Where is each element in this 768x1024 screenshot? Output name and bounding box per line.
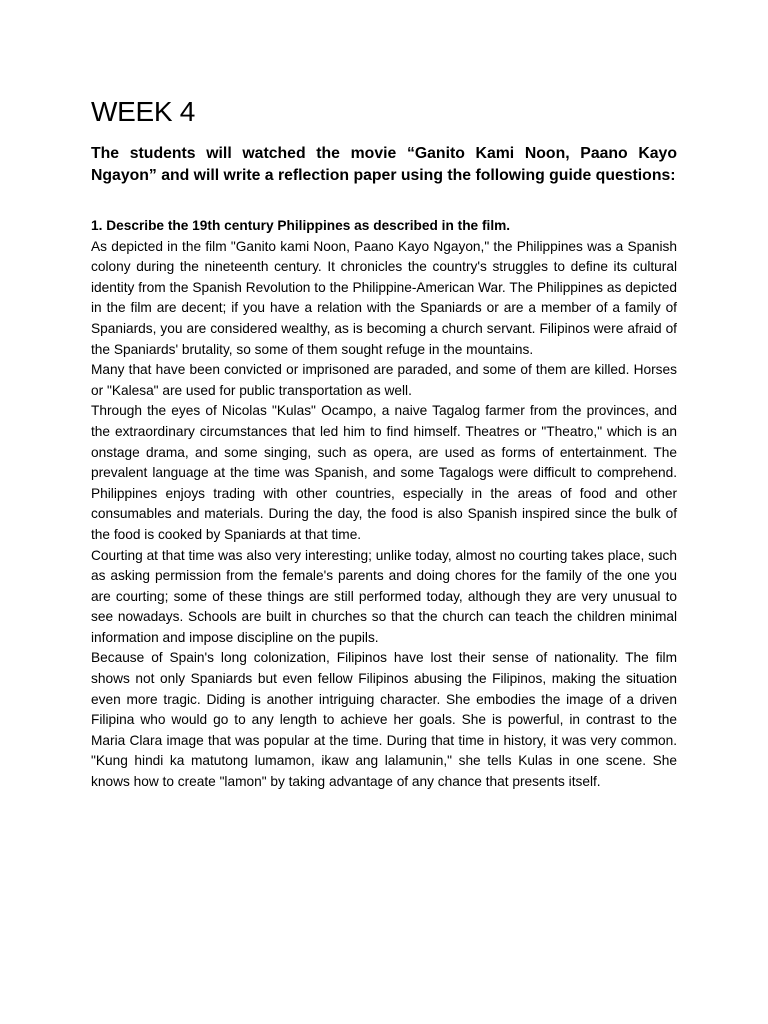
document-page [91,96,677,793]
answer-paragraph-3: Through the eyes of Nicolas "Kulas" Ocampo, a naive Tagalog farmer from the provinces, and the extraordinary circumstances that led him to find himself. Theatres or "Theatro," which is an onstage drama, and some singing, such as opera, are used as forms of entertainment. The prevalent language at the time was Spanish, and some Tagalogs were difficult to comprehend. Philippines enjoys trading with other countries, especially in the areas of food and other consumables and materials. During the day, the food is also Spanish inspired since the bulk of the food is cooked by Spaniards at that time. [91,403,677,542]
answer-paragraph-5: Because of Spain's long colonization, Filipinos have lost their sense of nationality. The film shows not only Spaniards but even fellow Filipinos abusing the Filipinos, making the situation even more tragic. Diding is another intriguing character. She embodies the image of a driven Filipina who would go to any length to achieve her goals. She is powerful, in contrast to the Maria Clara image that was popular at the time. During that time in history, it was very common. "Kung hindi ka matutong lumamon, ikaw ang lalamunin," she tells Kulas in one scene. She knows how to create "lamon" by taking advantage of any chance that presents itself. [91,650,677,790]
page-title: WEEK 4 [91,96,196,127]
answer-paragraph-1: As depicted in the film "Ganito kami Noon, Paano Kayo Ngayon," the Philippines was a Spanish colony during the nineteenth century. It chronicles the country's struggles to define its cultural identity from the Spanish Revolution to the Philippine-American War. The Philippines as depicted in the film are decent; if you have a relation with the Spaniards or are a member of a family of Spaniards, you are considered wealthy, as is becoming a church servant. Filipinos were afraid of the Spaniards' brutality, so some of them sought refuge in the mountains. [91,238,677,357]
answer-paragraph-4: Courting at that time was also very interesting; unlike today, almost no courting takes place, such as asking permission from the female's parents and doing chores for the family of the one you are courting; some of these things are still performed today, although they are very unusual to see nowadays. Schools are built in churches so that the church can teach the children minimal information and impose discipline on the pupils. [91,547,677,645]
intro-instructions: The students will watched the movie “Ganito Kami Noon, Paano Kayo Ngayon” and will write a reflection paper using the following guide questions: [91,145,677,184]
answer-paragraph-2: Many that have been convicted or imprisoned are paraded, and some of them are killed. Horses or "Kalesa" are used for public transportation as well. [91,362,677,398]
guide-question-1: 1. Describe the 19th century Philippines as described in the film. [91,218,511,233]
